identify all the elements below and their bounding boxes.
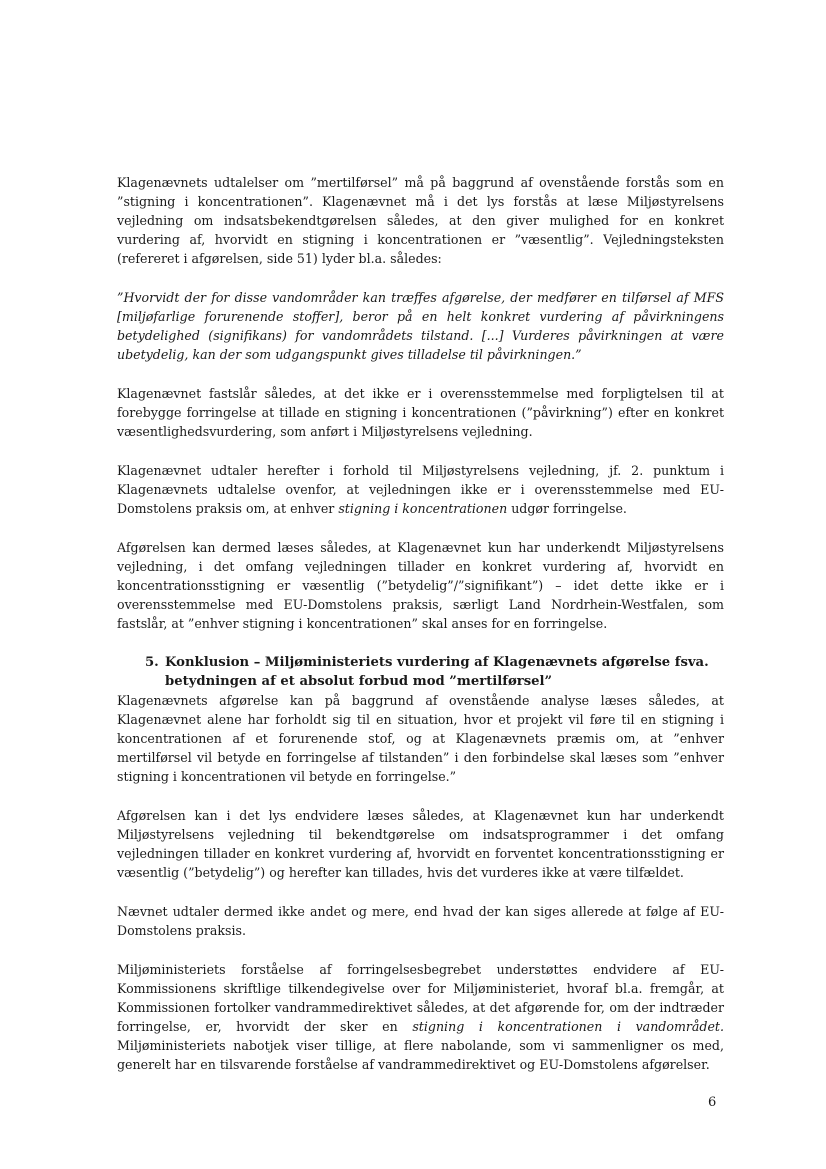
paragraph-1: Klagenævnets udtalelser om ”mertilførsel” må på baggrund af ovenstående forstås som en ”stigning i koncentrationen”. Klagenævnet må i det lys forstås at læse Miljøstyrelsens vejledning om indsatsbekendtgørelsen således, at den giver mulighed for en konkret vurdering af, hvorvidt en stigning i koncentrationen er ”væsentlig”. Vejledningsteksten (refereret i afgørelsen, side 51) lyder bl.a. således: [117, 175, 724, 266]
paragraph-8-text-b: Miljøministeriets nabotjek viser tillige, at flere nabolande, som vi sammenligner os med, generelt har en tilsvarende forståelse af vandrammedirektivet og EU-Domstolens afgørelser. [117, 1038, 724, 1072]
paragraph-8-text-a: Miljøministeriets forståelse af forringelsesbegrebet understøttes endvidere af EU-Kommissionens skriftlige tilkendegivelse over for Miljøministeriet, hvoraf bl.a. fremgår, at Kommissionen fortolker vandrammedirektivet således, at det afgørende for, om der indtræder forringelse, er, hvorvidt der sker en [117, 962, 724, 1034]
paragraph-4: Afgørelsen kan dermed læses således, at Klagenævnet kun har underkendt Miljøstyrelsens vejledning, i det omfang vejledningen tillader en konkret vurdering af, hvorvidt en koncentrationsstigning er væsentlig (”betydelig”/”signifikant”) – idet dette ikke er i overensstemmelse med EU-Domstolens praksis, særligt Land Nordrhein-Westfalen, som fastslår, at ”enhver stigning i koncentrationen” skal anses for en forringelse. [117, 540, 724, 631]
paragraph-7: Nævnet udtaler dermed ikke andet og mere, end hvad der kan siges allerede at følge af EU-Domstolens praksis. [117, 904, 724, 938]
paragraph-5: Klagenævnets afgørelse kan på baggrund af ovenstående analyse læses således, at Klagenævnet alene har forholdt sig til en situation, hvor et projekt vil føre til en stigning i koncentrationen af et forurenende stof, og at Klagenævnets præmis om, at ”enhver mertilførsel vil betyde en forringelse af tilstanden” i den forbindelse skal læses som ”enhver stigning i koncentrationen vil betyde en forringelse.” [117, 693, 724, 784]
paragraph-2: Klagenævnet fastslår således, at det ikke er i overensstemmelse med forpligtelsen til at forebygge forringelse at tillade en stigning i koncentrationen (”påvirkning”) efter en konkret væsentlighedsvurdering, som anført i Miljøstyrelsens vejledning. [117, 386, 724, 439]
paragraph-3-text-a: Klagenævnet udtaler herefter i forhold til Miljøstyrelsens vejledning, jf. 2. punktum i Klagenævnets udtalelse ovenfor, at vejledningen ikke er i overensstemmelse med EU-Domstolens praksis om, at enhver [117, 463, 724, 516]
section-heading [117, 653, 724, 691]
paragraph-3 [117, 461, 724, 518]
document-body [117, 173, 724, 1094]
paragraph-3-emphasis: stigning i koncentrationen [338, 501, 508, 516]
quote-block: ”Hvorvidt der for disse vandområder kan træffes afgørelse, der medfører en tilførsel af MFS [miljøfarlige forurenende stoffer], beror på en helt konkret vurdering af påvirkningens betydelighed (signifikans) for vandområdets tilstand. [...] Vurderes påvirkningen at være ubetydelig, kan der som udgangspunkt gives tilladelse til påvirkningen.” [117, 290, 724, 362]
section-title: Konklusion – Miljøministeriets vurdering af Klagenævnets afgørelse fsva. betydningen af et absolut forbud mod ”mertilførsel” [165, 655, 709, 689]
page-number: 6 [708, 1095, 717, 1110]
section-number: 5. [145, 655, 159, 670]
paragraph-8 [117, 960, 724, 1074]
paragraph-8-emphasis: stigning i koncentrationen i vandområdet. [412, 1019, 724, 1034]
paragraph-3-text-b: udgør forringelse. [507, 501, 627, 516]
paragraph-6: Afgørelsen kan i det lys endvidere læses således, at Klagenævnet kun har underkendt Miljøstyrelsens vejledning til bekendtgørelse om indsatsprogrammer i det omfang vejledningen tillader en konkret vurdering af, hvorvidt en forventet koncentrationsstigning er væsentlig (”betydelig”) og herefter kan tillades, hvis det vurderes ikke at være tilfældet. [117, 808, 724, 880]
